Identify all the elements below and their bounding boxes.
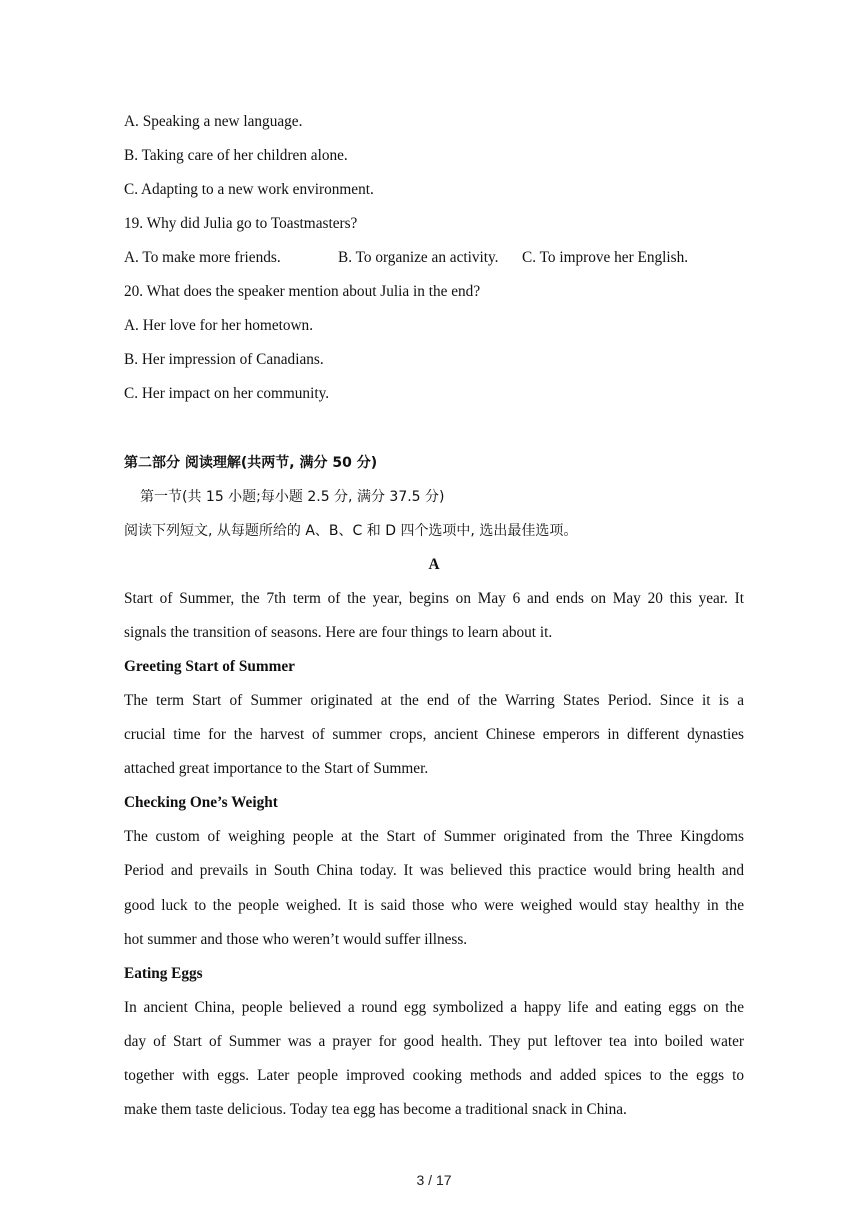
section-heading-eggs: Eating Eggs <box>124 965 203 982</box>
paragraph-1-line-3: attached great importance to the Start of Summer. <box>124 760 429 777</box>
q19-option-a: A. To make more friends. <box>124 249 281 266</box>
paragraph-2-line-3: good luck to the people weighed. It is said those who were weighed would stay healthy in the <box>124 897 744 914</box>
q18-option-c: C. Adapting to a new work environment. <box>124 181 374 198</box>
q20-option-c: C. Her impact on her community. <box>124 385 330 402</box>
paragraph-3-line-1: In ancient China, people believed a round egg symbolized a happy life and eating eggs on the <box>124 999 744 1016</box>
section-heading-greeting: Greeting Start of Summer <box>124 658 295 675</box>
q19-options <box>124 248 744 268</box>
passage-label: A <box>428 556 440 573</box>
paragraph-2-line-1: The custom of weighing people at the Start of Summer originated from the Three Kingdoms <box>124 828 744 845</box>
reading-instruction: 阅读下列短文, 从每题所给的 A、B、C 和 D 四个选项中, 选出最佳选项。 <box>124 523 578 539</box>
q20-question: 20. What does the speaker mention about Julia in the end? <box>124 283 481 300</box>
paragraph-1-line-1: The term Start of Summer originated at the end of the Warring States Period. Since it is a <box>124 692 744 709</box>
paragraph-2-line-4: hot summer and those who weren’t would suffer illness. <box>124 931 468 948</box>
section1-heading: 第一节(共 15 小题;每小题 2.5 分, 满分 37.5 分) <box>140 489 445 505</box>
part2-heading: 第二部分 阅读理解(共两节, 满分 50 分) <box>124 455 378 471</box>
q18-option-b: B. Taking care of her children alone. <box>124 147 348 164</box>
intro-line-1: Start of Summer, the 7th term of the year, begins on May 6 and ends on May 20 this year. It <box>124 590 744 607</box>
q19-question: 19. Why did Julia go to Toastmasters? <box>124 215 358 232</box>
document-page <box>124 0 744 1227</box>
section-heading-weight: Checking One’s Weight <box>124 794 278 811</box>
q19-option-c: C. To improve her English. <box>522 249 689 266</box>
q18-option-a: A. Speaking a new language. <box>124 113 303 130</box>
q20-option-b: B. Her impression of Canadians. <box>124 351 324 368</box>
paragraph-3-line-2: day of Start of Summer was a prayer for good health. They put leftover tea into boiled water <box>124 1033 744 1050</box>
q19-option-b: B. To organize an activity. <box>338 249 499 266</box>
intro-line-2: signals the transition of seasons. Here are four things to learn about it. <box>124 624 553 641</box>
paragraph-3-line-3: together with eggs. Later people improved cooking methods and added spices to the eggs to <box>124 1067 744 1084</box>
q20-option-a: A. Her love for her hometown. <box>124 317 314 334</box>
paragraph-1-line-2: crucial time for the harvest of summer crops, ancient Chinese emperors in different dynasties <box>124 726 744 743</box>
paragraph-2-line-2: Period and prevails in South China today. It was believed this practice would bring health and <box>124 862 744 879</box>
paragraph-3-line-4: make them taste delicious. Today tea egg has become a traditional snack in China. <box>124 1101 627 1118</box>
page-number: 3 / 17 <box>416 1172 452 1188</box>
